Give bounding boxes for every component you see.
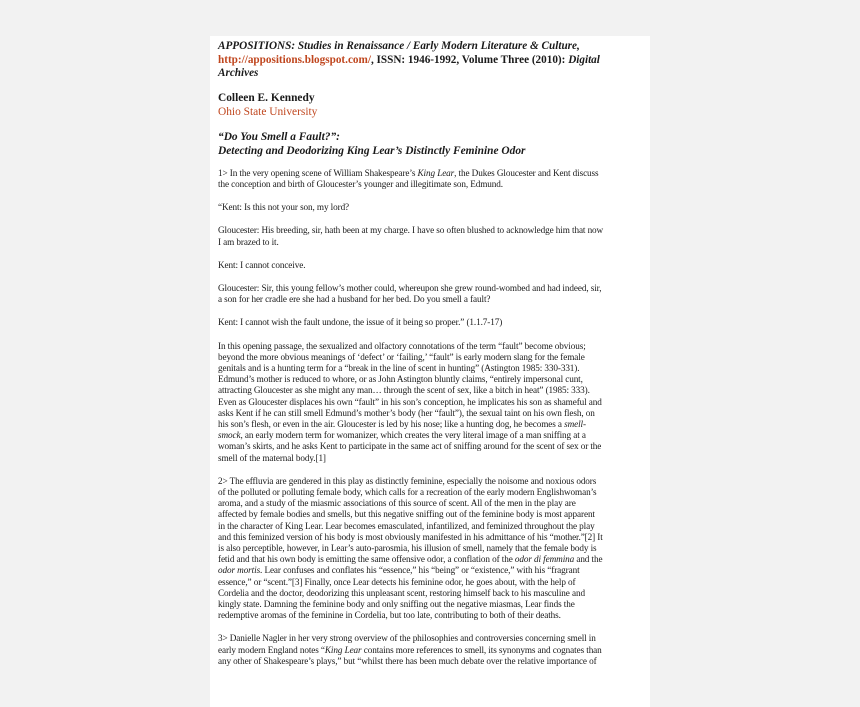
text-span-italic: odor di femmina [514,554,575,565]
text-span-italic: odor mortis [218,565,261,576]
text-span-italic: King Lear [324,644,362,655]
text-line: genitals and is a hunting term for a “break in the line of scent in hunting” (Astington 1985: 330-331). [218,363,580,374]
text-line: affected by female bodies and smells, but this negative sniffing out of the feminine body is most apparent [218,509,595,520]
text-line: in the character of King Lear. Lear becomes emasculated, infantilized, and feminized throughout the play [218,520,595,531]
text-span: 1> In the very opening scene of William Shakespeare’s [218,167,418,178]
text-span-italic: King Lear [417,167,455,178]
text-line: asks Kent if he can still smell Edmund’s mother’s body (her “fault”), the sexual taint on his own flesh, on [218,407,595,418]
quote-kent-2 [218,260,642,271]
text-line: is also perceptible, however, in Lear’s auto-parosmia, his illusion of smell, namely that the female body is [218,543,597,554]
journal-section-cont: Archives [218,67,259,80]
text-line: any other of Shakespeare’s plays,” but “whilst there has been much debate over the relative importance of [218,655,597,666]
text-line: the conception and birth of Gloucester’s younger and illegitimate son, Edmund. [218,178,503,189]
author-affiliation-link[interactable]: Ohio State University [218,105,318,118]
text-line: “Kent: Is this not your son, my lord? [218,202,350,213]
text-line: a son for her cradle ere she had a husband for her bed. Do you smell a fault? [218,294,491,305]
text-line: attracting Gloucester as she might any man… through the scent of sex, like a bitch in heat” (1985: 333). [218,385,590,396]
text-line: woman’s skirts, and he asks Kent to participate in the same act of sniffing around for the scent of sex or the [218,441,602,452]
text-line: and this feminized version of his body is most obviously manifested in his admittance of his “mother.”[2] It [218,531,603,542]
article-body [218,168,642,667]
article-title-line1: “Do You Smell a Fault?”: [218,130,340,143]
quote-gloucester-2 [218,283,642,305]
text-line: of the polluted or polluting female body, which calls for a recreation of the early modern Englishwoman’s [218,487,597,498]
text-line: redemptive aromas of the feminine in Cordelia, but too late, contributing to both of their deaths. [218,610,561,621]
article-title-line2: Detecting and Deodorizing King Lear’s Distinctly Feminine Odor [218,144,526,157]
text-line: Gloucester: His breeding, sir, hath been at my charge. I have so often blushed to acknowledge him that now [218,225,604,236]
text-line: I am brazed to it. [218,236,279,247]
author-block [218,91,642,119]
paragraph-3 [218,476,642,622]
text-span: and the [574,554,603,565]
text-line: Kent: I cannot wish the fault undone, the issue of it being so proper.” (1.1.7-17) [218,317,503,328]
document-page [210,36,650,707]
journal-issn: , ISSN: 1946-1992, Volume Three (2010): [370,53,569,66]
text-line: Even as Gloucester displaces his own “fault” in his son’s conception, he implicates his son as shameful and [218,396,602,407]
text-line: 2> The effluvia are gendered in this play as distinctly feminine, especially the noisome and noxious odors [218,475,597,486]
text-span-italic: smell- [564,419,586,430]
text-line: Kent: I cannot conceive. [218,259,306,270]
journal-header [218,40,642,81]
text-line: essence,” or “scent.”[3] Finally, once Lear detects his feminine odor, he goes about, with the help of [218,576,576,587]
text-line: Cordelia and the doctor, deodorizing this unpleasant scent, restoring himself back to his masculine and [218,587,585,598]
quote-kent-1 [218,202,642,213]
text-line: Edmund’s mother is reduced to whore, or as John Astington bluntly claims, “entirely impersonal cunt, [218,374,583,385]
journal-title: APPOSITIONS: Studies in Renaissance / Early Modern Literature & Culture, [218,40,580,52]
quote-gloucester-1 [218,225,642,247]
text-span: his son’s flesh, or even in the air. Gloucester is led by his nose; like a hunting dog, he becomes a [218,419,565,430]
journal-section: Digital [568,53,600,66]
paragraph-4 [218,633,642,667]
article-title [218,130,642,158]
text-line: smell of the maternal body.[1] [218,452,326,463]
paragraph-1 [218,168,642,190]
text-span: early modern England notes “ [218,644,325,655]
text-span: , an early modern term for womanizer, which creates the very literal image of a man sniffing at a [240,430,586,441]
text-line: aroma, and a study of the miasmic associations of this source of scent. All of the men in the play are [218,498,576,509]
text-line: Gloucester: Sir, this young fellow’s mother could, whereupon she grew round-wombed and had indeed, sir, [218,283,602,293]
text-line: 3> Danielle Nagler in her very strong overview of the philosophies and controversies concerning smell in [218,633,596,644]
text-line: In this opening passage, the sexualized and olfactory connotations of the term “fault” become obvious; [218,340,586,351]
quote-kent-3 [218,317,642,328]
paragraph-2 [218,341,642,464]
text-line: kingly state. Damning the feminine body and only sniffing out the negative miasmas, Lear finds the [218,599,575,610]
text-span: . Lear confuses and conflates his “essence,” his “being” or “existence,” with his “fragrant [260,565,580,576]
text-span: fetid and that his own body is emitting the same offensive odor, a conflation of the [218,554,515,565]
journal-url-link[interactable]: http://appositions.blogspot.com/ [218,53,371,66]
text-line: beyond the more obvious meanings of ‘defect’ or ‘failing,’ “fault” is early modern slang for the female [218,351,585,362]
text-span: contains more references to smell, its synonyms and cognates than [361,644,602,655]
text-span-italic: smock [218,430,241,441]
text-span: , the Dukes Gloucester and Kent discuss [454,167,599,178]
author-name: Colleen E. Kennedy [218,91,315,104]
